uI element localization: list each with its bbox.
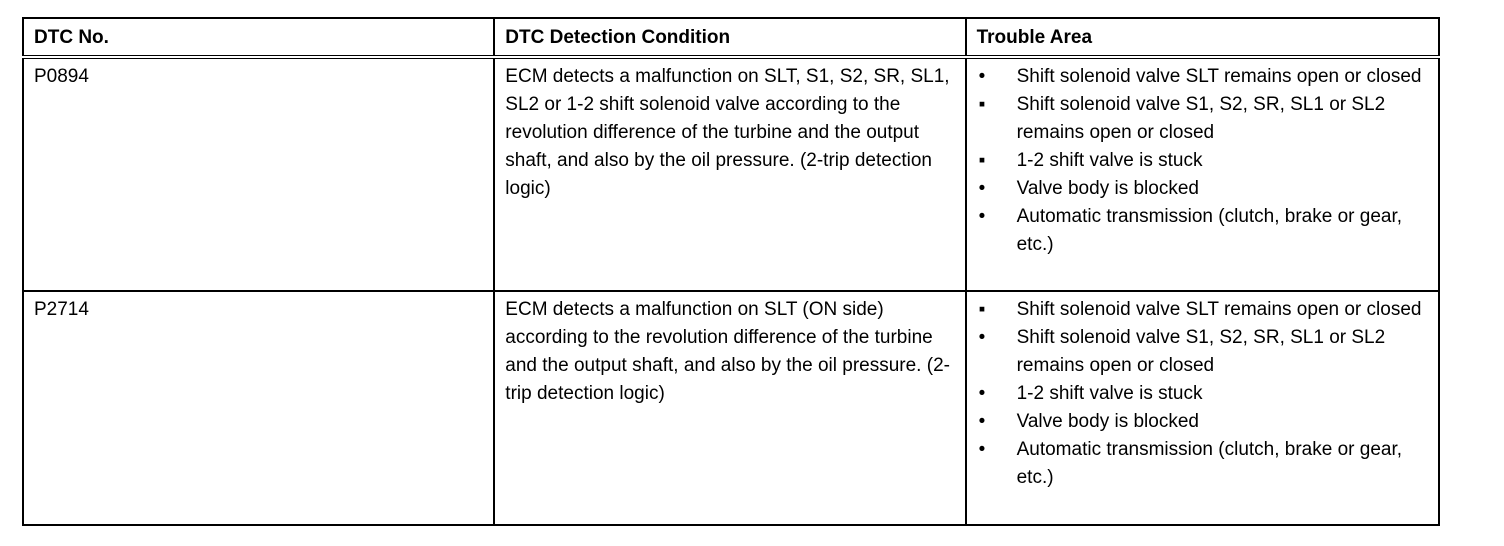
bullet-icon: • [978,66,986,87]
list-item-text: Automatic transmission (clutch, brake or gear, etc.) [1016,206,1403,255]
list-item-text: Valve body is blocked [1016,411,1199,432]
header-trouble-area: Trouble Area [966,18,1439,57]
list-item [977,436,1428,492]
bullet-icon: • [978,327,986,348]
detection-condition-cell [494,57,965,291]
list-item-text: Shift solenoid valve SLT remains open or closed [1016,66,1422,87]
bullet-icon: • [978,383,986,404]
bullet-icon: ▪ [978,299,986,320]
bullet-icon: ▪ [978,150,986,171]
header-detection-condition: DTC Detection Condition [494,18,965,57]
dtc-table [22,17,1440,526]
bullet-icon: • [978,439,986,460]
bullet-icon: • [978,206,986,227]
trouble-area-cell [966,57,1439,291]
list-item-text: 1-2 shift valve is stuck [1016,383,1203,404]
list-item [977,203,1428,259]
list-item [977,380,1428,408]
list-item-text: Valve body is blocked [1016,178,1199,199]
bullet-icon: • [978,178,986,199]
trouble-area-list [977,296,1428,492]
list-item [977,324,1428,380]
list-item [977,91,1428,147]
header-dtc-no: DTC No. [23,18,494,57]
list-item [977,175,1428,203]
detection-condition-text: ECM detects a malfunction on SLT (ON side) according to the revolution difference of the turbine and the output shaft, and also by the oil pressure. (2-trip detection logic) [505,299,950,404]
detection-condition-text: ECM detects a malfunction on SLT, S1, S2, SR, SL1, SL2 or 1-2 shift solenoid valve according to the revolution difference of the turbine and the output shaft, and also by the oil pressure. (2-trip detection logic) [505,66,950,199]
dtc-code-cell: P2714 [23,291,494,525]
list-item [977,296,1428,324]
header-row [23,18,1439,57]
list-item [977,408,1428,436]
detection-condition-cell [494,291,965,525]
table-row [23,57,1439,291]
list-item-text: Shift solenoid valve S1, S2, SR, SL1 or SL2 remains open or closed [1016,94,1386,143]
table-body [23,57,1439,525]
bullet-icon: • [978,411,986,432]
trouble-area-cell [966,291,1439,525]
bullet-icon: ▪ [978,94,986,115]
list-item-text: Shift solenoid valve S1, S2, SR, SL1 or SL2 remains open or closed [1016,327,1386,376]
list-item-text: 1-2 shift valve is stuck [1016,150,1203,171]
trouble-area-list [977,63,1428,259]
list-item-text: Shift solenoid valve SLT remains open or closed [1016,299,1422,320]
list-item [977,147,1428,175]
table-header [23,18,1439,57]
dtc-code-cell: P0894 [23,57,494,291]
table-row [23,291,1439,525]
list-item [977,63,1428,91]
list-item-text: Automatic transmission (clutch, brake or gear, etc.) [1016,439,1403,488]
